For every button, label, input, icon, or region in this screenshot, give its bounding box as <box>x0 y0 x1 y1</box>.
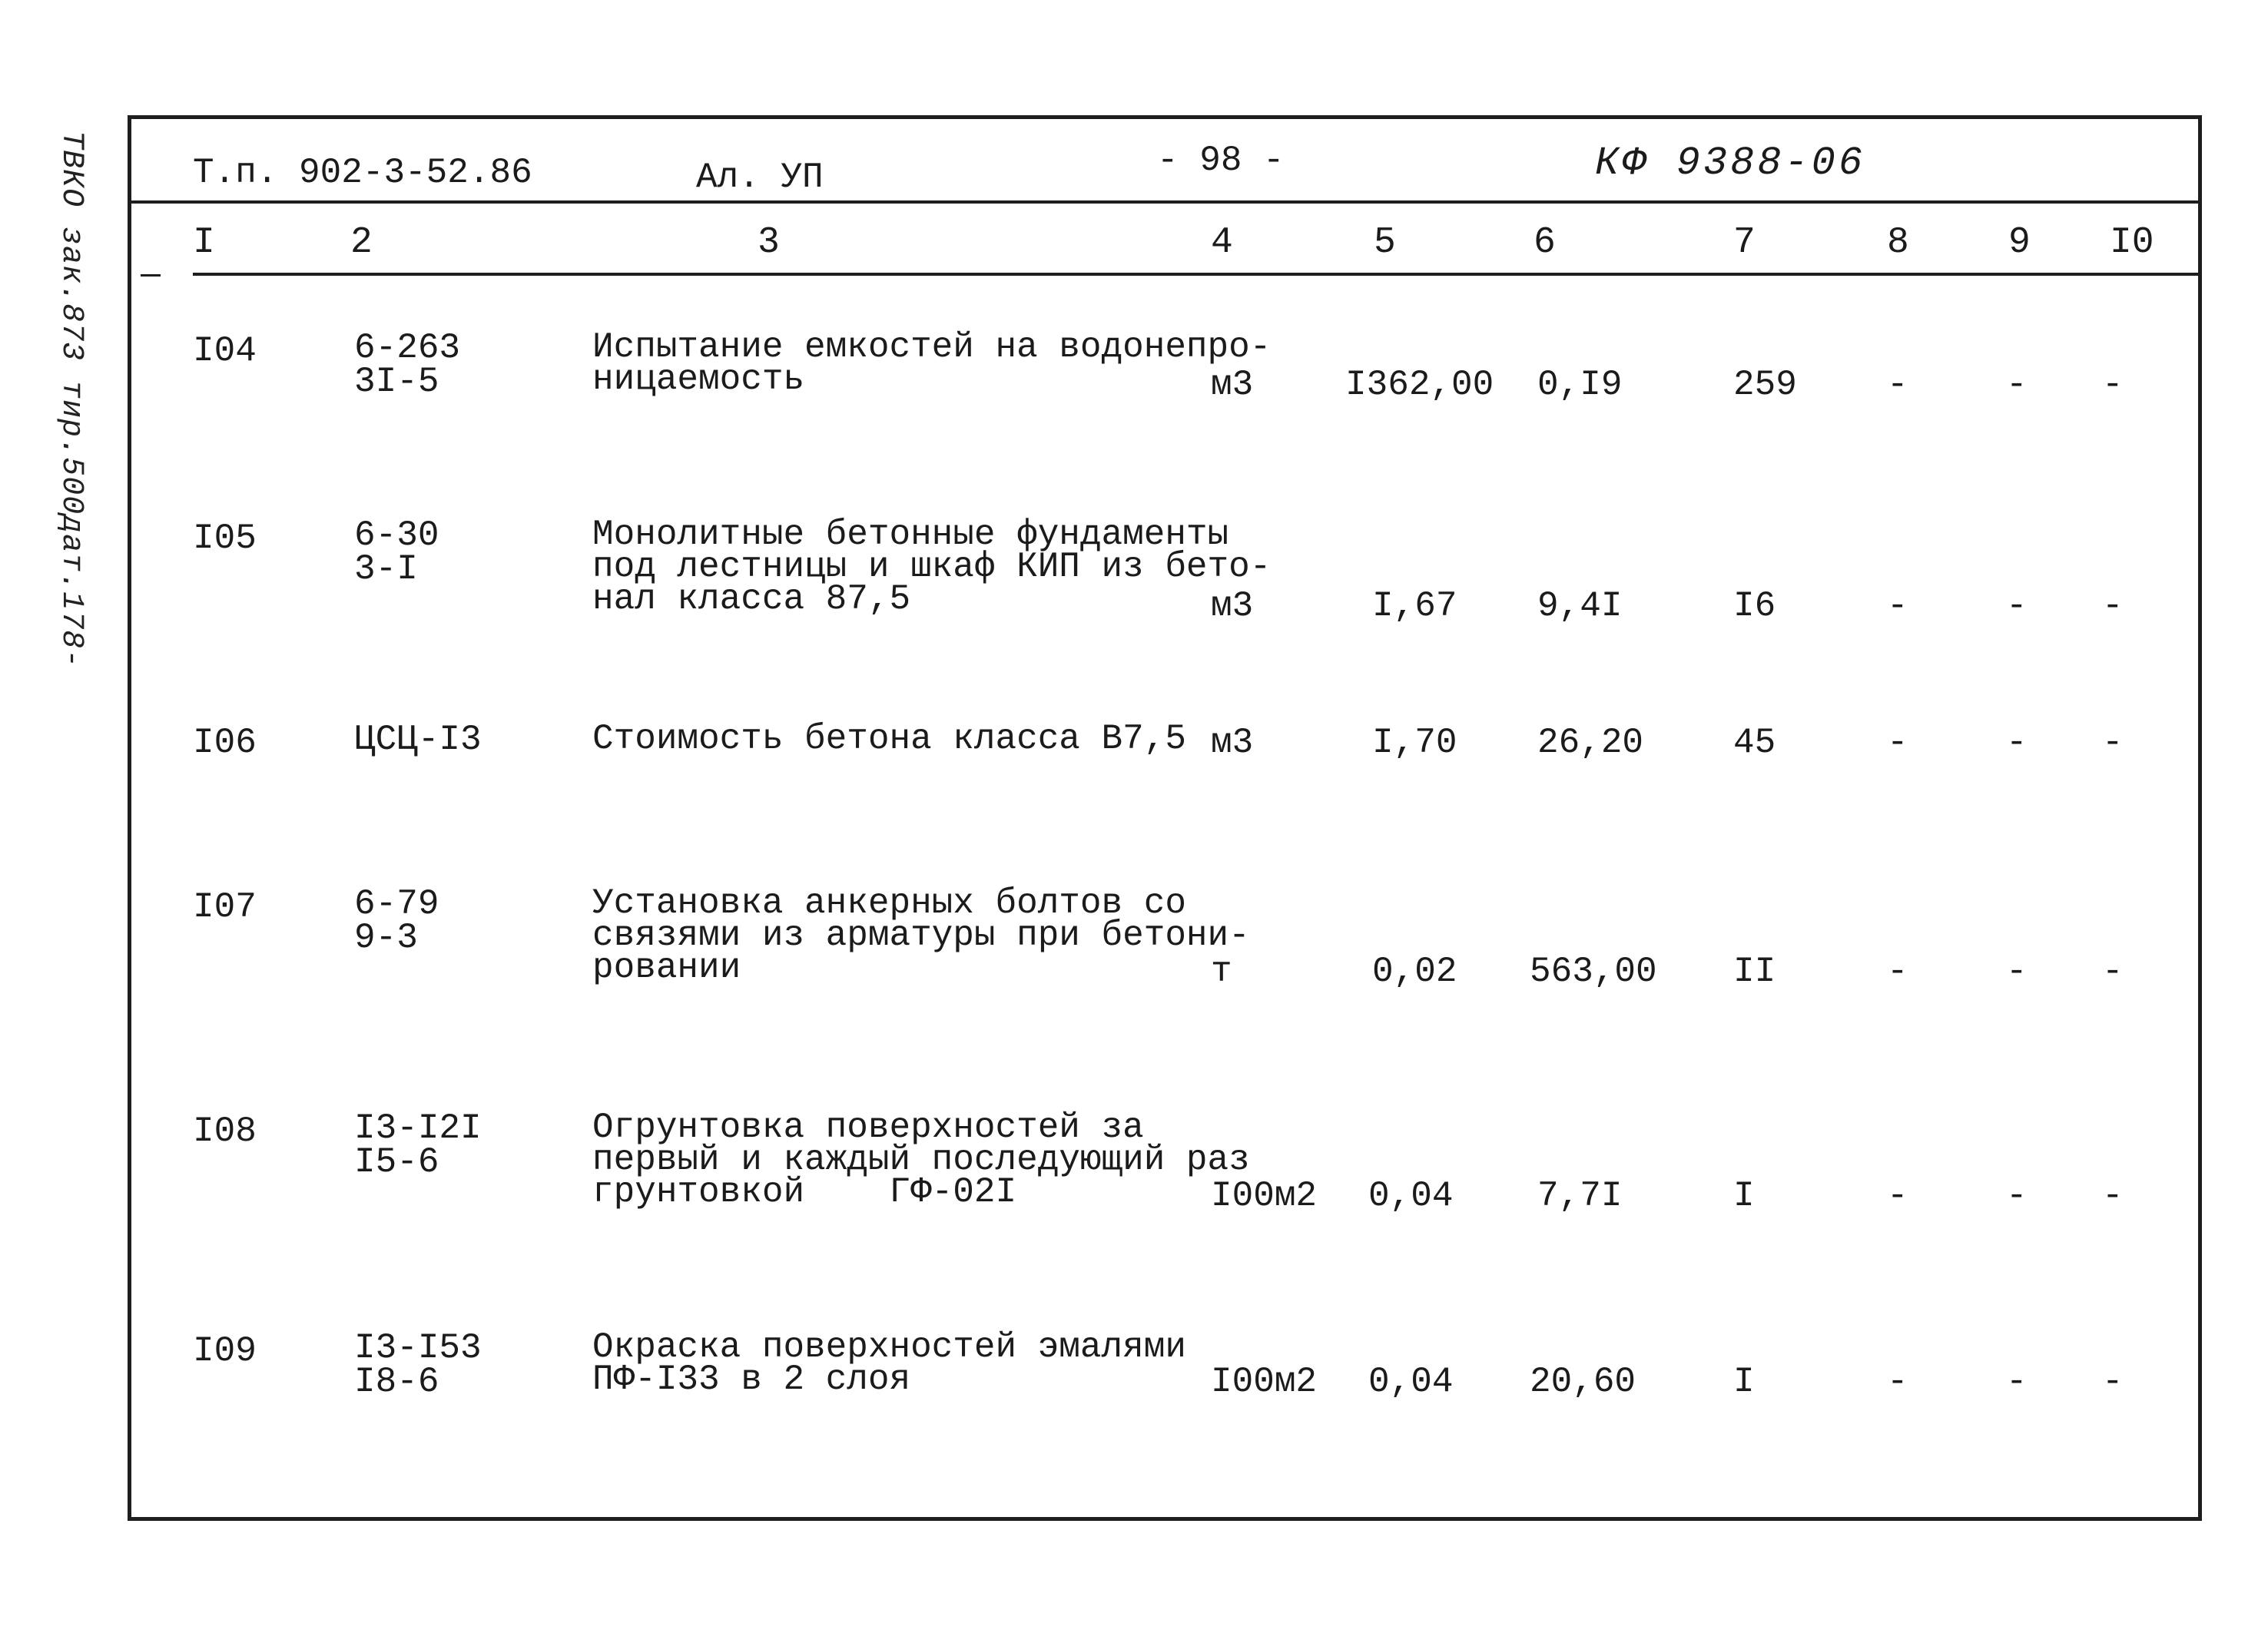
work-description <box>592 883 1250 988</box>
column-10-value: - <box>2102 1362 2124 1402</box>
description-line: ПФ-I33 в 2 слоя <box>592 1360 911 1399</box>
work-description <box>592 1327 1186 1399</box>
unit: т <box>1211 952 1232 992</box>
norm-code-line: I5-6 <box>354 1142 439 1182</box>
norm-code-line: 3-I <box>354 549 418 589</box>
page-number: - 98 - <box>1157 141 1285 181</box>
column-number: 8 <box>1887 222 1909 263</box>
quantity: I,70 <box>1372 723 1457 763</box>
unit: I00м2 <box>1211 1176 1318 1216</box>
work-description <box>592 515 1272 619</box>
description-line: Стоимость бетона класса В7,5 <box>592 719 1186 759</box>
norm-code-line: I3-I2I <box>354 1108 482 1148</box>
side-stamp: ТВКО зак.873 тир.500дат.178- <box>54 131 88 669</box>
norm-code <box>354 515 439 589</box>
norm-code-line: 6-30 <box>354 515 439 555</box>
description-line: связями из арматуры при бетони- <box>592 916 1250 956</box>
column-8-value: - <box>1887 1176 1908 1216</box>
description-line: Испытание емкостей на водонепро- <box>592 327 1272 367</box>
document-frame <box>128 115 2202 1521</box>
description-line: Монолитные бетонные фундаменты <box>592 515 1229 555</box>
description-line: ровании <box>592 948 741 988</box>
description-line: первый и каждый последующий раз <box>592 1140 1250 1180</box>
column-number: 2 <box>350 222 373 263</box>
row-number: I09 <box>193 1331 257 1371</box>
description-line: грунтовкой ГФ-02I <box>592 1172 1017 1212</box>
unit: м3 <box>1211 586 1254 626</box>
work-description <box>592 1108 1250 1212</box>
total-cost: I <box>1733 1362 1755 1402</box>
description-line: нал класса 87,5 <box>592 579 911 619</box>
row-number: I05 <box>193 518 257 558</box>
column-9-value: - <box>2006 1362 2028 1402</box>
norm-code <box>354 884 439 958</box>
row-number: I04 <box>193 331 257 371</box>
description-line: под лестницы и шкаф КИП из бето- <box>592 547 1272 587</box>
total-cost: I6 <box>1733 586 1776 626</box>
norm-code-line: 6-79 <box>354 884 439 924</box>
description-line: ницаемость <box>592 359 805 399</box>
norm-code <box>354 720 482 760</box>
total-cost: II <box>1733 952 1776 992</box>
album-label: Ал. УП <box>696 157 824 197</box>
column-8-value: - <box>1887 723 1908 763</box>
norm-code <box>354 328 461 402</box>
column-9-value: - <box>2006 586 2028 626</box>
column-8-value: - <box>1887 365 1908 405</box>
column-10-value: - <box>2102 365 2124 405</box>
unit: I00м2 <box>1211 1362 1318 1402</box>
norm-code-line: 9-3 <box>354 918 418 958</box>
column-number: 9 <box>2008 222 2031 263</box>
total-cost: 45 <box>1733 723 1776 763</box>
work-description <box>592 719 1186 759</box>
column-number: I <box>193 222 215 263</box>
column-8-value: - <box>1887 952 1908 992</box>
unit-price: 26,20 <box>1537 723 1644 763</box>
description-line: Окраска поверхностей эмалями <box>592 1327 1186 1367</box>
norm-code-line: 6-263 <box>354 328 461 368</box>
quantity: I,67 <box>1372 586 1457 626</box>
column-8-value: - <box>1887 1362 1908 1402</box>
column-9-value: - <box>2006 1176 2028 1216</box>
unit-price: 20,60 <box>1530 1362 1636 1402</box>
description-line: Огрунтовка поверхностей за <box>592 1108 1144 1148</box>
column-number: 4 <box>1211 222 1233 263</box>
norm-code <box>354 1108 482 1182</box>
unit-price: 9,4I <box>1537 586 1623 626</box>
norm-code-line: I8-6 <box>354 1362 439 1402</box>
column-10-value: - <box>2102 723 2124 763</box>
quantity: I362,00 <box>1345 365 1494 405</box>
quantity: 0,04 <box>1368 1362 1454 1402</box>
column-number-divider <box>193 273 2198 276</box>
column-10-value: - <box>2102 586 2124 626</box>
column-9-value: - <box>2006 952 2028 992</box>
document-code: КФ 9388-06 <box>1595 141 1866 186</box>
quantity: 0,02 <box>1372 952 1457 992</box>
column-number: 3 <box>758 222 780 263</box>
header-divider <box>131 200 2198 204</box>
column-number: 7 <box>1733 222 1756 263</box>
column-10-value: - <box>2102 1176 2124 1216</box>
description-line: Установка анкерных болтов со <box>592 883 1186 923</box>
norm-code-line: 3I-5 <box>354 362 439 402</box>
norm-code-line: I3-I53 <box>354 1328 482 1368</box>
column-number: 6 <box>1534 222 1556 263</box>
row-number: I06 <box>193 723 257 763</box>
unit-price: 563,00 <box>1530 952 1657 992</box>
row-number: I08 <box>193 1111 257 1151</box>
quantity: 0,04 <box>1368 1176 1454 1216</box>
project-number: Т.п. 902-3-52.86 <box>193 153 532 193</box>
norm-code-line: ЦСЦ-I3 <box>354 720 482 760</box>
unit-price: 0,I9 <box>1537 365 1623 405</box>
column-9-value: - <box>2006 365 2028 405</box>
column-10-value: - <box>2102 952 2124 992</box>
row-number: I07 <box>193 887 257 927</box>
total-cost: 259 <box>1733 365 1797 405</box>
unit-price: 7,7I <box>1537 1176 1623 1216</box>
unit: м3 <box>1211 365 1254 405</box>
column-number: I0 <box>2110 222 2154 263</box>
unit: м3 <box>1211 723 1254 763</box>
column-number: 5 <box>1374 222 1396 263</box>
work-description <box>592 327 1272 399</box>
total-cost: I <box>1733 1176 1755 1216</box>
column-9-value: - <box>2006 723 2028 763</box>
norm-code <box>354 1328 482 1402</box>
margin-tick <box>141 274 161 277</box>
column-8-value: - <box>1887 586 1908 626</box>
